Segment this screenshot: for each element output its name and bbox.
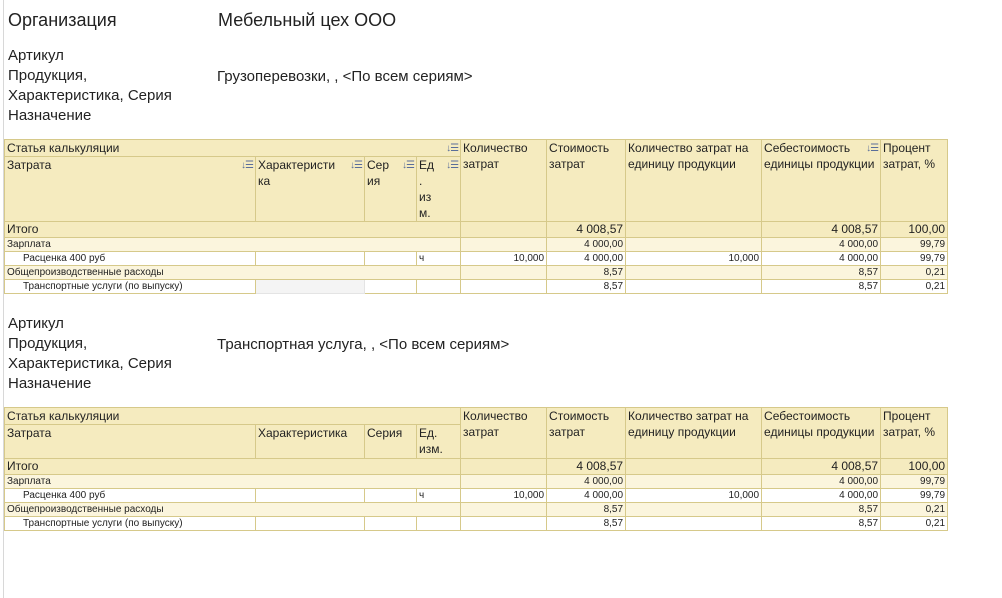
table-row[interactable]: Транспортные услуги (по выпуску) 8,57 8,57 0,21 bbox=[5, 280, 948, 294]
organization-label: Организация bbox=[8, 10, 117, 30]
product-label: Продукция, bbox=[8, 67, 88, 84]
article-label: Артикул bbox=[8, 315, 64, 332]
col-header-kol[interactable]: Количество затрат bbox=[461, 408, 547, 459]
purpose-label: Назначение bbox=[8, 375, 92, 392]
sort-icon[interactable]: ↓☰ bbox=[402, 160, 414, 171]
sort-icon[interactable]: ↓☰ bbox=[350, 160, 362, 171]
calculation-table-2 bbox=[4, 407, 948, 531]
col-header-proc[interactable]: Процент затрат, % bbox=[881, 140, 948, 222]
organization-value: Мебельный цех ООО bbox=[218, 10, 397, 30]
calculation-table-1 bbox=[4, 139, 948, 294]
characteristic-series-label: Характеристика, Серия bbox=[8, 87, 172, 104]
sort-icon[interactable]: ↓☰ bbox=[241, 160, 253, 171]
col-header-kol-ed[interactable]: Количество затрат на единицу продукции bbox=[626, 408, 762, 459]
product-value-2: Транспортная услуга, , <По всем сериям> bbox=[217, 336, 510, 353]
total-row[interactable]: Итого 4 008,57 4 008,57 100,00 bbox=[5, 222, 948, 238]
col-header-zatrata[interactable]: Затрата ↓☰ bbox=[5, 157, 256, 222]
col-header-zatrata[interactable]: Затрата bbox=[5, 425, 256, 459]
col-header-kol-ed[interactable]: Количество затрат на единицу продукции bbox=[626, 140, 762, 222]
table-row[interactable]: Общепроизводственные расходы 8,57 8,57 0,21 bbox=[5, 266, 948, 280]
total-row[interactable]: Итого 4 008,57 4 008,57 100,00 bbox=[5, 459, 948, 475]
col-header-unit[interactable]: Ед. изм. bbox=[417, 425, 461, 459]
characteristic-series-label: Характеристика, Серия bbox=[8, 355, 172, 372]
table-row[interactable]: Расценка 400 руб ч 10,000 4 000,00 10,000 4 000,00 99,79 bbox=[5, 489, 948, 503]
col-header-kol[interactable]: Количество затрат bbox=[461, 140, 547, 222]
col-header-series[interactable]: Сер ия ↓☰ bbox=[365, 157, 417, 222]
col-header-characteristic[interactable]: Характеристика bbox=[256, 425, 365, 459]
table-row[interactable]: Зарплата 4 000,00 4 000,00 99,79 bbox=[5, 475, 948, 489]
col-header-stoim[interactable]: Стоимость затрат bbox=[547, 408, 626, 459]
col-header-proc[interactable]: Процент затрат, % bbox=[881, 408, 948, 459]
col-header-stat[interactable]: Статья калькуляции ↓☰ bbox=[5, 140, 461, 157]
col-header-characteristic[interactable]: Характеристи ка ↓☰ bbox=[256, 157, 365, 222]
article-label: Артикул bbox=[8, 47, 64, 64]
sort-icon[interactable]: ↓☰ bbox=[866, 143, 879, 154]
table-row[interactable]: Транспортные услуги (по выпуску) 8,57 8,57 0,21 bbox=[5, 517, 948, 531]
col-header-series[interactable]: Серия bbox=[365, 425, 417, 459]
col-header-stoim[interactable]: Стоимость затрат bbox=[547, 140, 626, 222]
col-header-stat[interactable]: Статья калькуляции bbox=[5, 408, 461, 425]
table-row[interactable]: Расценка 400 руб ч 10,000 4 000,00 10,000 4 000,00 99,79 bbox=[5, 252, 948, 266]
sort-icon[interactable]: ↓☰ bbox=[446, 160, 459, 171]
col-header-sebest[interactable]: Себестоимость единицы продукции bbox=[762, 408, 881, 459]
table-row[interactable]: Зарплата 4 000,00 4 000,00 99,79 bbox=[5, 238, 948, 252]
hovered-cell[interactable] bbox=[256, 280, 365, 294]
product-label: Продукция, bbox=[8, 335, 88, 352]
product-header-labels-2 bbox=[8, 314, 172, 394]
product-header-labels-1 bbox=[8, 46, 172, 126]
product-value-1: Грузоперевозки, , <По всем сериям> bbox=[217, 68, 473, 85]
purpose-label: Назначение bbox=[8, 107, 92, 124]
sort-icon[interactable]: ↓☰ bbox=[446, 143, 459, 154]
col-header-sebest[interactable]: Себестоимость единицы продукции ↓☰ bbox=[762, 140, 881, 222]
col-header-unit[interactable]: Ед . из м. ↓☰ bbox=[417, 157, 461, 222]
table-row[interactable]: Общепроизводственные расходы 8,57 8,57 0,21 bbox=[5, 503, 948, 517]
